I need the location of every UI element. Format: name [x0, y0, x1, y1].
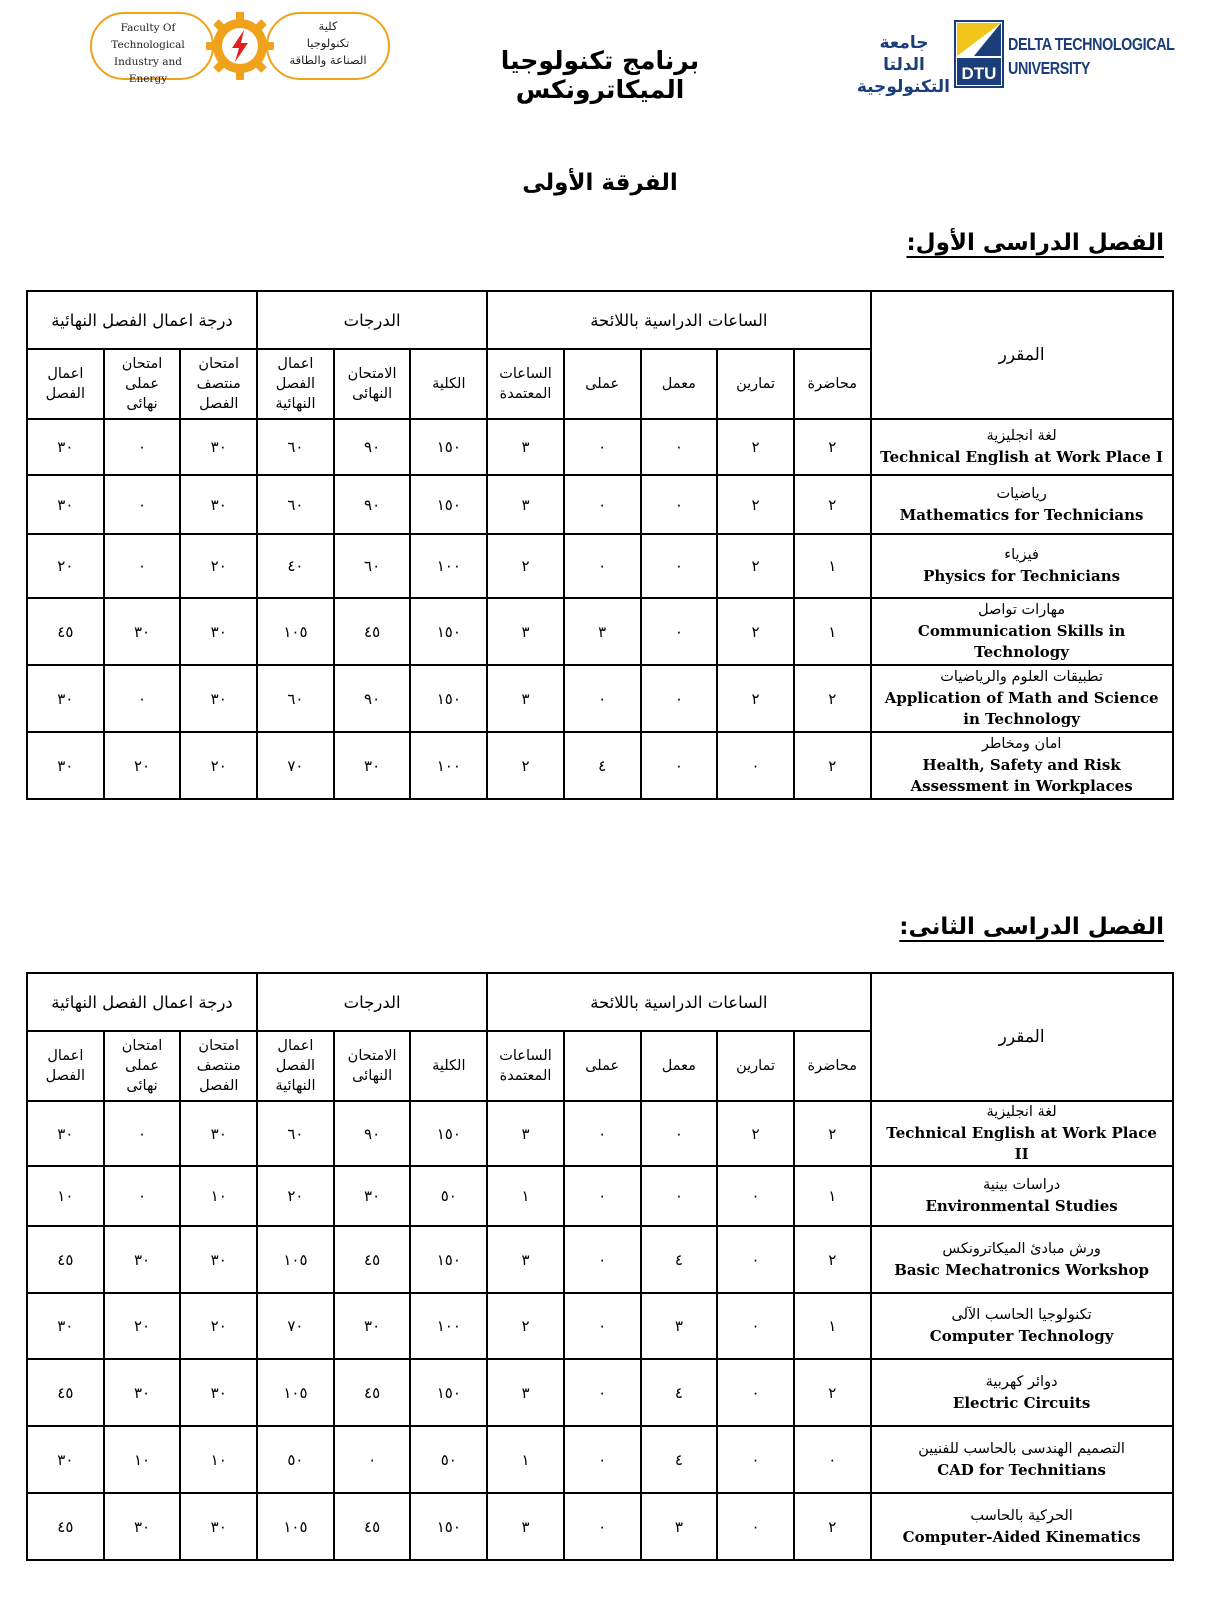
value-cell: ٠: [564, 1359, 641, 1426]
value-cell: ٠: [104, 1166, 181, 1226]
exercises-header: تمارين: [717, 1031, 794, 1101]
value-cell: ٣٠: [27, 1293, 104, 1359]
practical-header: عملى: [564, 1031, 641, 1101]
value-cell: ٥٠: [410, 1426, 487, 1493]
emblem-text: DTU: [961, 64, 997, 83]
table-row: [27, 1293, 1173, 1359]
value-cell: ٣: [641, 1493, 718, 1560]
value-cell: ٣: [487, 419, 564, 475]
final-practical-exam-header: امتحان عملى نهائى: [104, 349, 181, 419]
course-name-ar: رياضيات: [996, 485, 1047, 502]
value-cell: ٠: [564, 665, 641, 732]
value-cell: ١٠٥: [257, 1493, 334, 1560]
value-cell: ١: [794, 598, 871, 665]
value-cell: ٤: [641, 1426, 718, 1493]
value-cell: ٢٠: [257, 1166, 334, 1226]
value-cell: ٤٥: [334, 1493, 411, 1560]
course-name-ar: ورش مبادئ الميكاترونكس: [942, 1240, 1101, 1257]
coursework-group-header: درجة اعمال الفصل النهائية: [27, 291, 257, 349]
value-cell: ٣: [487, 1101, 564, 1166]
value-cell: ٠: [104, 534, 181, 598]
value-cell: ٢: [794, 1493, 871, 1560]
value-cell: ٢: [487, 1293, 564, 1359]
table-row: [27, 1359, 1173, 1426]
value-cell: ٢: [717, 534, 794, 598]
value-cell: ٠: [564, 1226, 641, 1293]
value-cell: ٠: [717, 1493, 794, 1560]
course-name-cell: [871, 598, 1173, 665]
value-cell: ٠: [104, 665, 181, 732]
value-cell: ٣٠: [180, 1493, 257, 1560]
table-row: [27, 534, 1173, 598]
value-cell: ٢: [717, 598, 794, 665]
final-coursework-header: اعمال الفصل النهائية: [257, 349, 334, 419]
value-cell: ٣٠: [334, 1166, 411, 1226]
value-cell: ٠: [641, 419, 718, 475]
table-row: [27, 1493, 1173, 1560]
value-cell: ٠: [641, 732, 718, 799]
course-header: المقرر: [871, 973, 1173, 1101]
course-name-ar: دوائر كهربية: [985, 1373, 1058, 1390]
value-cell: ٣٠: [180, 1226, 257, 1293]
gear-lightning-icon: [204, 10, 276, 82]
course-name-en: Technology: [974, 643, 1070, 661]
value-cell: ٢: [794, 1359, 871, 1426]
value-cell: ١٠٠: [410, 732, 487, 799]
credit-hours-header: الساعات المعتمدة: [487, 349, 564, 419]
value-cell: ٠: [794, 1426, 871, 1493]
value-cell: ١٥٠: [410, 1359, 487, 1426]
final-exam-header: الامتحان النهائى: [334, 349, 411, 419]
table-row: [27, 732, 1173, 799]
value-cell: ٣٠: [27, 732, 104, 799]
hours-group-header: الساعات الدراسية باللائحة: [487, 973, 870, 1031]
course-name-cell: [871, 534, 1173, 598]
program-title: برنامج تكنولوجيا الميكاترونكس: [500, 46, 700, 104]
course-name-en: Assessment in Workplaces: [910, 777, 1133, 795]
value-cell: ٠: [641, 665, 718, 732]
value-cell: ٩٠: [334, 475, 411, 534]
course-name-en: Computer Technology: [929, 1327, 1114, 1345]
value-cell: ٧٠: [257, 1293, 334, 1359]
value-cell: ٠: [104, 1101, 181, 1166]
value-cell: ١: [487, 1426, 564, 1493]
value-cell: ٣٠: [27, 1101, 104, 1166]
value-cell: ٢: [717, 1101, 794, 1166]
value-cell: ٢٠: [180, 732, 257, 799]
value-cell: ٦٠: [334, 534, 411, 598]
value-cell: ١٠٥: [257, 598, 334, 665]
course-name-ar: لغة انجليزية: [986, 1104, 1057, 1120]
course-name-ar: مهارات تواصل: [978, 602, 1066, 618]
semester-1-title: الفصل الدراسى الأول:: [906, 230, 1164, 256]
value-cell: ٤٠: [257, 534, 334, 598]
value-cell: ٠: [564, 1493, 641, 1560]
course-name-ar: فيزياء: [1004, 547, 1039, 563]
course-name-en: II: [1014, 1145, 1029, 1163]
value-cell: ٠: [641, 475, 718, 534]
midterm-exam-header: امتحان منتصف الفصل: [180, 349, 257, 419]
value-cell: ٤٥: [334, 598, 411, 665]
final-coursework-header: اعمال الفصل النهائية: [257, 1031, 334, 1101]
value-cell: ٢: [794, 732, 871, 799]
value-cell: ٣٠: [334, 1293, 411, 1359]
course-name-en: Communication Skills in: [917, 622, 1126, 640]
value-cell: ١: [794, 534, 871, 598]
value-cell: ٢: [794, 1226, 871, 1293]
university-logo-ar-name: جامعة الدلتا التكنولوجية: [856, 33, 950, 97]
value-cell: ٣٠: [104, 598, 181, 665]
value-cell: ٢: [487, 534, 564, 598]
course-name-ar: امان ومخاطر: [981, 736, 1062, 752]
value-cell: ١٠٠: [410, 1293, 487, 1359]
table-row: [27, 1166, 1173, 1226]
final-exam-header: الامتحان النهائى: [334, 1031, 411, 1101]
value-cell: ١: [794, 1293, 871, 1359]
value-cell: ٠: [564, 1293, 641, 1359]
value-cell: ٣٠: [27, 475, 104, 534]
value-cell: ٠: [641, 534, 718, 598]
course-name-en: Application of Math and Science: [884, 689, 1159, 707]
exercises-header: تمارين: [717, 349, 794, 419]
course-name-en: Computer-Aided Kinematics: [902, 1527, 1141, 1546]
value-cell: ٢: [794, 665, 871, 732]
value-cell: ١٠٥: [257, 1359, 334, 1426]
value-cell: ٣٠: [104, 1359, 181, 1426]
value-cell: ٠: [104, 419, 181, 475]
faculty-logo-ar-text: كلية تكنولوجيا الصناعة والطاقة: [289, 19, 367, 67]
university-logo-en-name: DELTA TECHNOLOGICAL UNIVERSITY: [1008, 34, 1175, 78]
value-cell: ٢: [794, 1101, 871, 1166]
value-cell: ٣: [487, 1493, 564, 1560]
value-cell: ٠: [564, 534, 641, 598]
value-cell: ٣٠: [180, 419, 257, 475]
lecture-header: محاضرة: [794, 349, 871, 419]
course-name-cell: [871, 475, 1173, 534]
coursework-header: اعمال الفصل: [27, 349, 104, 419]
value-cell: ٦٠: [257, 665, 334, 732]
course-name-en: Physics for Technicians: [923, 567, 1121, 585]
value-cell: ٤: [641, 1359, 718, 1426]
value-cell: ٠: [641, 598, 718, 665]
coursework-group-header: درجة اعمال الفصل النهائية: [27, 973, 257, 1031]
value-cell: ٥٠: [410, 1166, 487, 1226]
value-cell: ٩٠: [334, 665, 411, 732]
course-name-en: Basic Mechatronics Workshop: [894, 1260, 1149, 1279]
course-name-ar: تطبيقات العلوم والرياضيات: [940, 669, 1103, 685]
value-cell: ٤٥: [334, 1226, 411, 1293]
value-cell: ٢: [487, 732, 564, 799]
value-cell: ١٥٠: [410, 598, 487, 665]
value-cell: ٠: [564, 419, 641, 475]
value-cell: ٢٠: [180, 534, 257, 598]
course-name-cell: [871, 665, 1173, 732]
value-cell: ١٠٥: [257, 1226, 334, 1293]
value-cell: ٣٠: [180, 665, 257, 732]
semester-1-table: [26, 290, 1174, 800]
table-row: [27, 475, 1173, 534]
course-name-cell: [871, 1226, 1173, 1293]
hours-group-header: الساعات الدراسية باللائحة: [487, 291, 870, 349]
value-cell: ٢: [794, 419, 871, 475]
value-cell: ٣: [487, 598, 564, 665]
value-cell: ٣٠: [180, 1359, 257, 1426]
university-logo: [856, 18, 1175, 97]
value-cell: ٣: [487, 665, 564, 732]
course-name-cell: [871, 419, 1173, 475]
value-cell: ٢: [717, 665, 794, 732]
lecture-header: محاضرة: [794, 1031, 871, 1101]
value-cell: ٠: [717, 1226, 794, 1293]
course-header: المقرر: [871, 291, 1173, 419]
faculty-logo: [90, 12, 390, 85]
value-cell: ٣: [487, 475, 564, 534]
value-cell: ٩٠: [334, 419, 411, 475]
coursework-header: اعمال الفصل: [27, 1031, 104, 1101]
value-cell: ٣٠: [27, 665, 104, 732]
course-name-ar: الحركية بالحاسب: [970, 1507, 1073, 1524]
course-name-cell: [871, 732, 1173, 799]
course-name-en: Electric Circuits: [952, 1393, 1091, 1412]
course-name-cell: [871, 1101, 1173, 1166]
value-cell: ٣٠: [104, 1493, 181, 1560]
value-cell: ٧٠: [257, 732, 334, 799]
practical-header: عملى: [564, 349, 641, 419]
value-cell: ٢: [717, 419, 794, 475]
course-name-en: in Technology: [963, 710, 1080, 728]
value-cell: ١٥٠: [410, 475, 487, 534]
course-name-ar: التصميم الهندسى بالحاسب للفنيين: [918, 1440, 1125, 1457]
table-row: [27, 1426, 1173, 1493]
value-cell: ١٥٠: [410, 419, 487, 475]
table-row: [27, 665, 1173, 732]
lab-header: معمل: [641, 349, 718, 419]
final-practical-exam-header: امتحان عملى نهائى: [104, 1031, 181, 1101]
value-cell: ١٥٠: [410, 1493, 487, 1560]
value-cell: ٢: [717, 475, 794, 534]
value-cell: ٤٥: [27, 1493, 104, 1560]
value-cell: ٣٠: [27, 1426, 104, 1493]
value-cell: ٠: [564, 1426, 641, 1493]
value-cell: ٠: [564, 1101, 641, 1166]
value-cell: ٢٠: [104, 1293, 181, 1359]
grades-group-header: الدرجات: [257, 291, 487, 349]
value-cell: ٤٥: [334, 1359, 411, 1426]
value-cell: ٤: [564, 732, 641, 799]
value-cell: ٣٠: [180, 1101, 257, 1166]
course-name-ar: تكنولوجيا الحاسب الآلى: [951, 1307, 1092, 1323]
value-cell: ١٥٠: [410, 1101, 487, 1166]
value-cell: ٤٥: [27, 1359, 104, 1426]
value-cell: ٣٠: [27, 419, 104, 475]
course-name-cell: [871, 1293, 1173, 1359]
value-cell: ٢٠: [180, 1293, 257, 1359]
value-cell: ٢٠: [27, 534, 104, 598]
year-title: الفرقة الأولى: [522, 170, 678, 196]
total-header: الكلية: [410, 1031, 487, 1101]
course-name-en: Health, Safety and Risk: [922, 756, 1121, 774]
value-cell: ٣: [487, 1359, 564, 1426]
course-name-en: Mathematics for Technicians: [899, 505, 1144, 524]
value-cell: ١٠: [104, 1426, 181, 1493]
value-cell: ٠: [717, 1293, 794, 1359]
value-cell: ١٠: [180, 1426, 257, 1493]
value-cell: ٩٠: [334, 1101, 411, 1166]
midterm-exam-header: امتحان منتصف الفصل: [180, 1031, 257, 1101]
value-cell: ٥٠: [257, 1426, 334, 1493]
value-cell: ٢: [794, 475, 871, 534]
value-cell: ٦٠: [257, 1101, 334, 1166]
value-cell: ٠: [641, 1101, 718, 1166]
value-cell: ٣٠: [334, 732, 411, 799]
value-cell: ٠: [717, 1166, 794, 1226]
value-cell: ١٠: [27, 1166, 104, 1226]
table-row: [27, 598, 1173, 665]
course-name-cell: [871, 1166, 1173, 1226]
university-emblem-icon: [954, 20, 1004, 88]
total-header: الكلية: [410, 349, 487, 419]
value-cell: ٣: [641, 1293, 718, 1359]
course-name-en: CAD for Technitians: [937, 1460, 1106, 1479]
value-cell: ٠: [717, 732, 794, 799]
value-cell: ٣٠: [180, 598, 257, 665]
faculty-logo-en-text: Faculty Of Technological Industry and Energy: [111, 22, 185, 85]
value-cell: ٠: [104, 475, 181, 534]
value-cell: ١٥٠: [410, 665, 487, 732]
value-cell: ٠: [717, 1359, 794, 1426]
grades-group-header: الدرجات: [257, 973, 487, 1031]
value-cell: ٠: [641, 1166, 718, 1226]
course-name-cell: [871, 1493, 1173, 1560]
value-cell: ٣٠: [180, 475, 257, 534]
value-cell: ٠: [717, 1426, 794, 1493]
table-row: [27, 1226, 1173, 1293]
value-cell: ١: [487, 1166, 564, 1226]
value-cell: ١٠٠: [410, 534, 487, 598]
credit-hours-header: الساعات المعتمدة: [487, 1031, 564, 1101]
value-cell: ٤٥: [27, 598, 104, 665]
semester-2-table: [26, 972, 1174, 1561]
table-row: [27, 419, 1173, 475]
value-cell: ٣: [487, 1226, 564, 1293]
course-name-ar: دراسات بينية: [982, 1177, 1061, 1193]
course-name-ar: لغة انجليزية: [986, 428, 1057, 444]
value-cell: ٠: [564, 475, 641, 534]
course-name-cell: [871, 1359, 1173, 1426]
value-cell: ٤: [641, 1226, 718, 1293]
value-cell: ١: [794, 1166, 871, 1226]
value-cell: ٣٠: [104, 1226, 181, 1293]
course-name-en: Technical English at Work Place I: [880, 448, 1163, 466]
value-cell: ١٥٠: [410, 1226, 487, 1293]
value-cell: ٠: [564, 1166, 641, 1226]
value-cell: ٢٠: [104, 732, 181, 799]
course-name-cell: [871, 1426, 1173, 1493]
course-name-en: Technical English at Work Place: [886, 1124, 1157, 1142]
value-cell: ١٠: [180, 1166, 257, 1226]
semester-2-title: الفصل الدراسى الثانى:: [899, 914, 1164, 940]
lab-header: معمل: [641, 1031, 718, 1101]
value-cell: ٠: [334, 1426, 411, 1493]
value-cell: ٦٠: [257, 475, 334, 534]
value-cell: ٦٠: [257, 419, 334, 475]
table-row: [27, 1101, 1173, 1166]
course-name-en: Environmental Studies: [925, 1197, 1118, 1215]
value-cell: ٤٥: [27, 1226, 104, 1293]
value-cell: ٣: [564, 598, 641, 665]
